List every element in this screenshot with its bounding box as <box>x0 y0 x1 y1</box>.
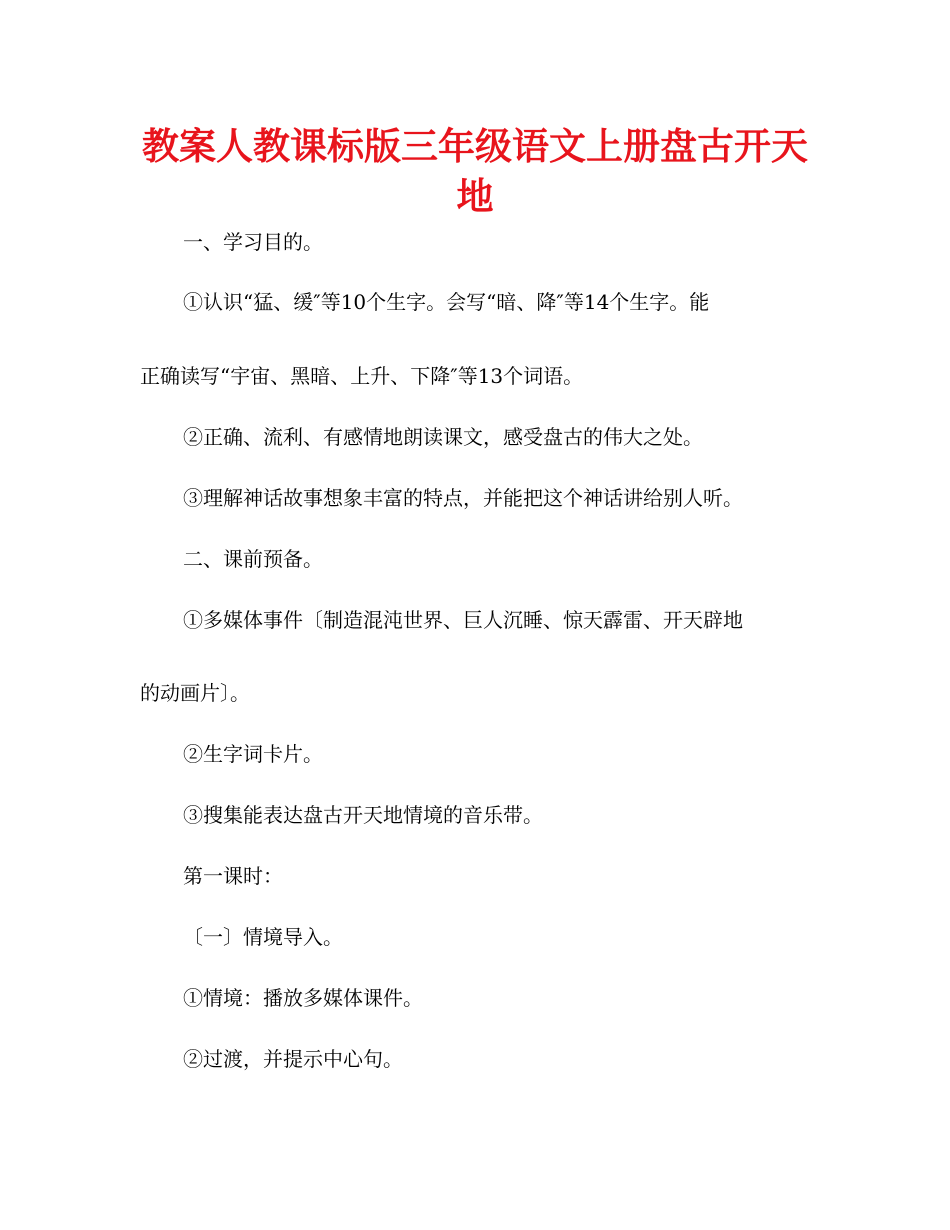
paragraph-line: ②正确、流利、有感情地朗读课文，感受盘古的伟大之处。 <box>183 425 703 449</box>
section-heading-first-lesson: 第一课时： <box>183 864 283 888</box>
paragraph-line: ②过渡，并提示中心句。 <box>183 1047 403 1071</box>
section-heading-preparation: 二、课前预备。 <box>183 547 323 571</box>
paragraph-line: ①多媒体事件〔制造混沌世界、巨人沉睡、惊天霹雷、开天辟地 <box>183 608 743 632</box>
paragraph-line: 正确读写“宇宙、黑暗、上升、下降″等13个词语。 <box>140 364 584 388</box>
paragraph-line: ③理解神话故事想象丰富的特点，并能把这个神话讲给别人听。 <box>183 486 743 510</box>
document-title: 教案人教课标版三年级语文上册盘古开天地 <box>142 125 808 218</box>
paragraph-line: ③搜集能表达盘古开天地情境的音乐带。 <box>183 803 543 827</box>
paragraph-line: ①认识“猛、缓″等10个生字。会写“暗、降″等14个生字。能 <box>183 290 710 314</box>
paragraph-line: ①情境：播放多媒体课件。 <box>183 986 423 1010</box>
paragraph-line: 〔一〕情境导入。 <box>183 925 343 949</box>
paragraph-line: 的动画片〕。 <box>140 681 250 705</box>
section-heading-objectives: 一、学习目的。 <box>183 230 323 254</box>
paragraph-line: ②生字词卡片。 <box>183 742 323 766</box>
